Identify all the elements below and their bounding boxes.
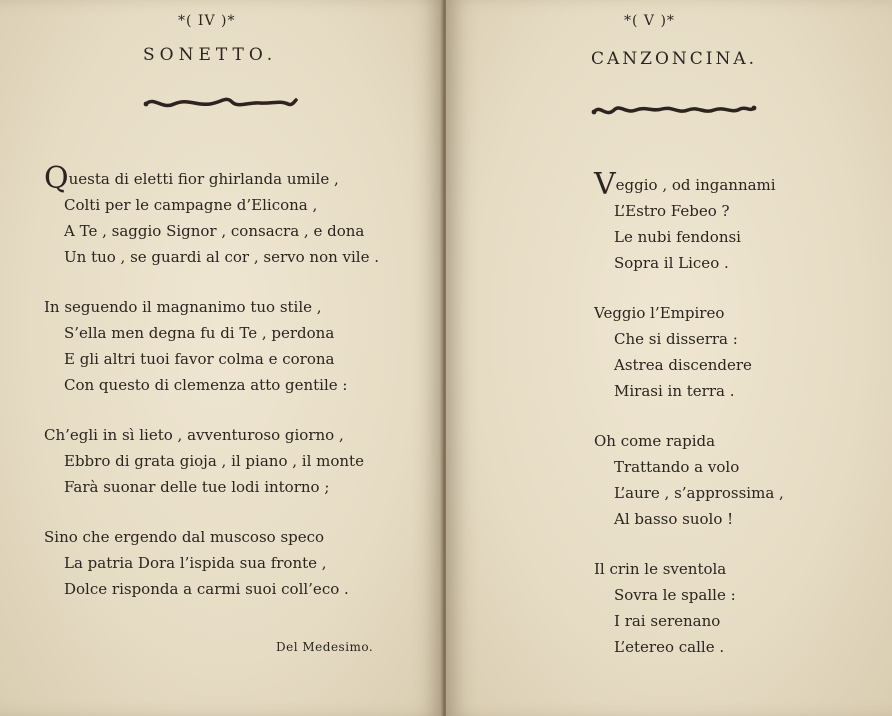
verse-line: Dolce risponda a carmi suoi coll’eco . [64,580,349,598]
page-title: SONETTO. [143,45,278,65]
verse-line: L’aure , s’approssima , [614,484,784,502]
signature: Del Medesimo. [276,640,374,654]
sonnet-text [44,161,380,602]
verse-line: Le nubi fendonsi [614,228,741,246]
verse-line: La patria Dora l’ispida sua fronte , [64,554,327,572]
verse-line: Ebbro di grata gioja , il piano , il monte [64,452,364,470]
drop-cap: V [594,167,616,202]
verse-line: Il crin le sventola [594,560,727,578]
verse-line: S’ella men degna fu di Te , perdona [64,324,335,342]
page-number: *( IV )* [178,13,236,29]
stanza [44,422,379,500]
verse-line: Veggio , od ingannami [594,167,776,202]
verse-line: Sopra il Liceo . [614,254,729,272]
stanza [594,428,784,532]
verse-line: Questa di eletti fior ghirlanda umile , [44,161,339,196]
verse-line: I rai serenano [614,612,721,630]
stanza [594,300,784,404]
verse-line: A Te , saggio Signor , consacra , e dona [64,222,365,240]
verse-line: Colti per le campagne d’Elicona , [64,196,318,214]
verse-line: Trattando a volo [614,458,740,476]
verse-line: L’Estro Febeo ? [614,202,730,220]
drop-cap: Q [44,161,69,196]
verse-line: Che si disserra : [614,330,738,348]
verse-line: Mirasi in terra . [614,382,735,400]
stanza [44,294,379,398]
verse-line: Sovra le spalle : [614,586,736,604]
verse-line: Con questo di clemenza atto gentile : [64,376,348,394]
left-page [0,0,444,716]
verse-line: Oh come rapida [594,432,716,450]
page-title: CANZONCINA. [591,49,758,69]
verse-line: Al basso suolo ! [614,510,734,528]
verse-line: Farà suonar delle tue lodi intorno ; [64,478,330,496]
ornament-flourish [140,92,300,118]
ornament-flourish [590,98,758,124]
stanza [44,524,379,602]
verse-line: Sino che ergendo dal muscoso speco [44,528,325,546]
verse-line: In seguendo il magnanimo tuo stile , [44,298,322,316]
page-number: *( V )* [624,13,675,29]
verse-line: L’etereo calle . [614,638,725,656]
canzoncina-text [594,167,784,660]
verse-line: Astrea discendere [614,356,752,374]
right-page [446,0,892,716]
verse-line: Veggio l’Empireo [594,304,725,322]
verse-line: Un tuo , se guardi al cor , servo non vile . [64,248,380,266]
verse-line: E gli altri tuoi favor colma e corona [64,350,335,368]
stanza [594,556,784,660]
verse-line: Ch’egli in sì lieto , avventuroso giorno , [44,426,344,444]
stanza [594,167,784,276]
stanza [44,161,380,270]
